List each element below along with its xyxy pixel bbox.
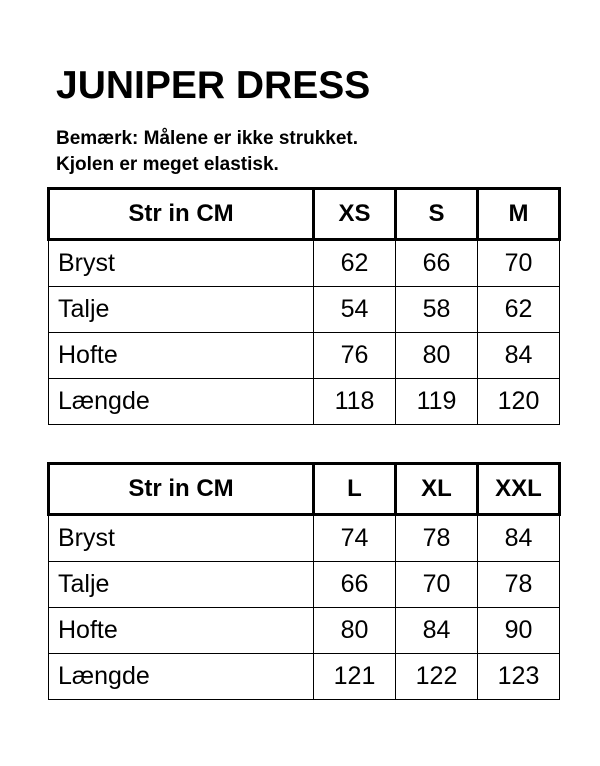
row-label: Talje (49, 287, 314, 333)
measurement-cell: 84 (396, 608, 478, 654)
header-cell-size: L (314, 464, 396, 515)
header-cell-size: M (478, 189, 560, 240)
measurement-cell: 76 (314, 333, 396, 379)
table-row (49, 333, 560, 379)
measurement-cell: 70 (478, 240, 560, 287)
size-table-large (47, 462, 561, 700)
header-cell-size-label: Str in CM (49, 189, 314, 240)
measurement-cell: 62 (314, 240, 396, 287)
row-label: Længde (49, 379, 314, 425)
table-row (49, 515, 560, 562)
measurement-cell: 58 (396, 287, 478, 333)
table-row (49, 562, 560, 608)
measurement-cell: 122 (396, 654, 478, 700)
measurement-cell: 84 (478, 515, 560, 562)
table-row (49, 654, 560, 700)
row-label: Talje (49, 562, 314, 608)
measurement-cell: 62 (478, 287, 560, 333)
table-header-row (49, 464, 560, 515)
note-elastic: Kjolen er meget elastisk. (56, 154, 279, 175)
row-label: Hofte (49, 608, 314, 654)
header-cell-size: S (396, 189, 478, 240)
measurement-cell: 84 (478, 333, 560, 379)
measurement-cell: 70 (396, 562, 478, 608)
table-row (49, 240, 560, 287)
table-row (49, 287, 560, 333)
measurement-cell: 74 (314, 515, 396, 562)
measurement-cell: 119 (396, 379, 478, 425)
measurement-cell: 90 (478, 608, 560, 654)
table-row (49, 379, 560, 425)
note-not-stretched: Bemærk: Målene er ikke strukket. (56, 128, 359, 149)
row-label: Bryst (49, 515, 314, 562)
measurement-cell: 66 (396, 240, 478, 287)
header-cell-size: XXL (478, 464, 560, 515)
measurement-cell: 78 (396, 515, 478, 562)
row-label: Hofte (49, 333, 314, 379)
row-label: Længde (49, 654, 314, 700)
measurement-cell: 118 (314, 379, 396, 425)
measurement-cell: 78 (478, 562, 560, 608)
header-cell-size: XS (314, 189, 396, 240)
page-title: JUNIPER DRESS (56, 64, 371, 107)
measurement-cell: 121 (314, 654, 396, 700)
measurement-cell: 66 (314, 562, 396, 608)
size-table-small (47, 187, 561, 425)
measurement-cell: 54 (314, 287, 396, 333)
measurement-cell: 123 (478, 654, 560, 700)
table-header-row (49, 189, 560, 240)
measurement-cell: 80 (396, 333, 478, 379)
header-cell-size-label: Str in CM (49, 464, 314, 515)
header-cell-size: XL (396, 464, 478, 515)
measurement-cell: 120 (478, 379, 560, 425)
measurement-cell: 80 (314, 608, 396, 654)
row-label: Bryst (49, 240, 314, 287)
table-row (49, 608, 560, 654)
